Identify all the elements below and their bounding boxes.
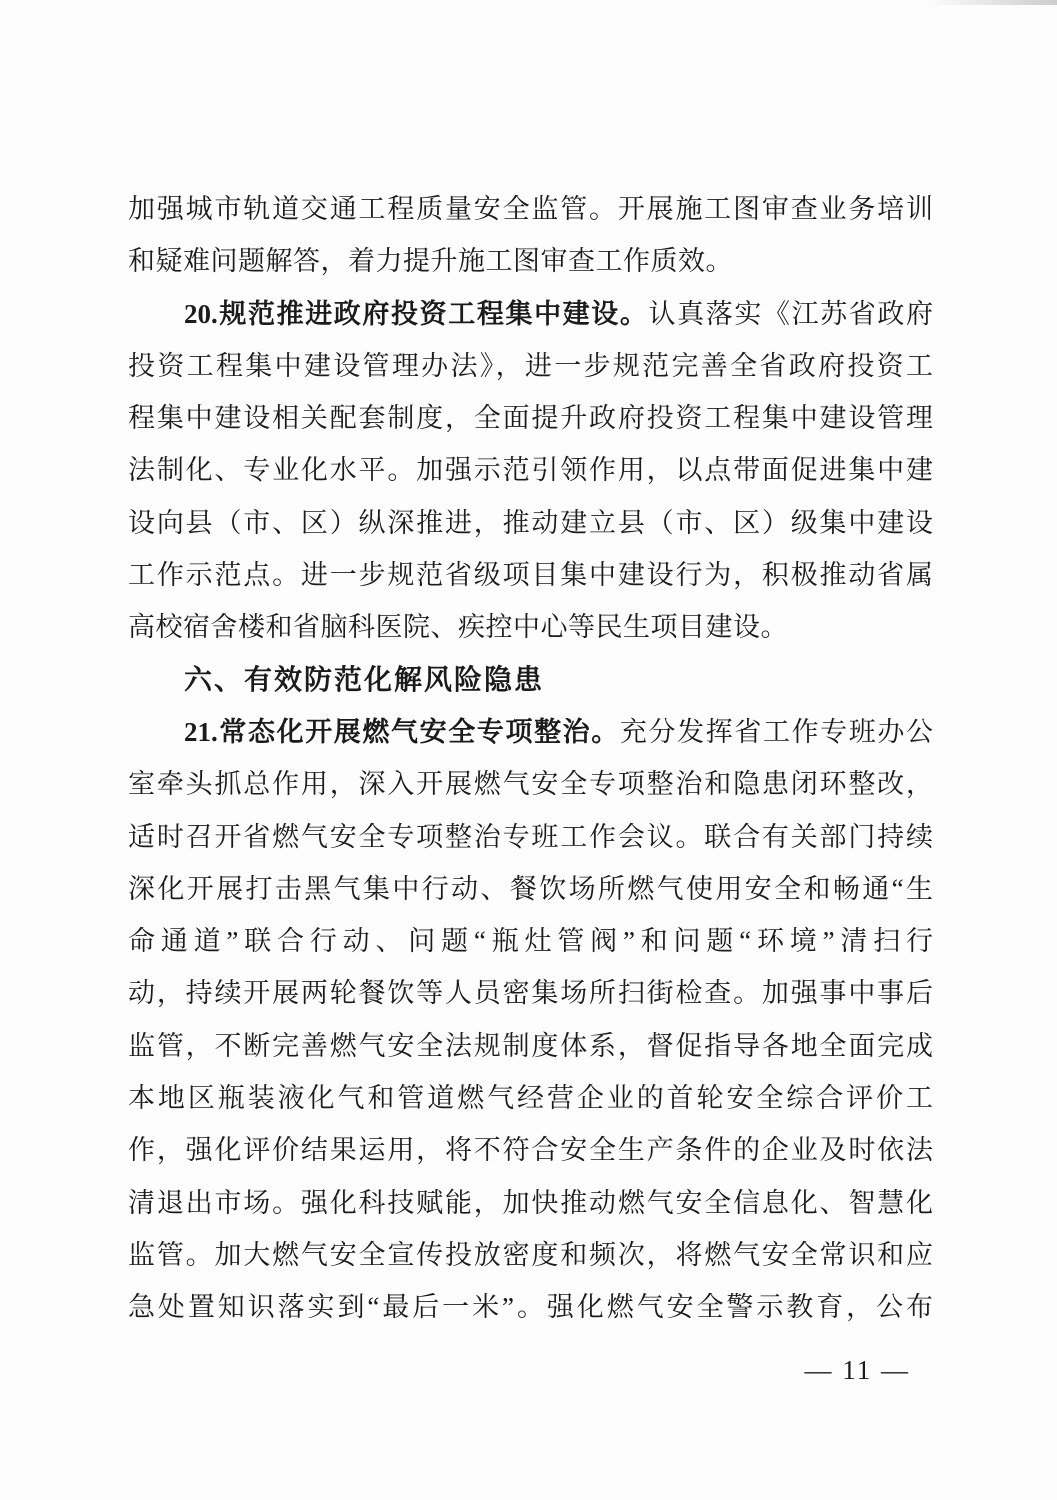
text-segment: 急处置知识落实到“最后一米”。强化燃气安全警示教育，公布 <box>128 1292 933 1323</box>
page-number: — 11 — <box>804 1355 910 1385</box>
text-line-12 <box>128 758 933 810</box>
text-segment: 监管。加大燃气安全宣传投放密度和频次，将燃气安全常识和应 <box>128 1239 933 1270</box>
text-segment: 监管，不断完善燃气安全法规制度体系，督促指导各地全面完成 <box>128 1030 933 1061</box>
section-heading <box>128 654 933 706</box>
text-segment: 工作示范点。进一步规范省级项目集中建设行为，积极推动省属 <box>128 560 933 591</box>
text-line-22 <box>128 1281 933 1333</box>
text-line-11 <box>128 706 933 758</box>
text-segment: 投资工程集中建设管理办法》，进一步规范完善全省政府投资工 <box>128 350 933 381</box>
text-segment: 清退出市场。强化科技赋能，加快推动燃气安全信息化、智慧化 <box>128 1187 933 1218</box>
text-segment: 和疑难问题解答，着力提升施工图审查工作质效。 <box>128 246 733 277</box>
text-line-20 <box>128 1177 933 1229</box>
text-line-6 <box>128 444 933 496</box>
bold-lead-segment: 21.常态化开展燃气安全专项整治。 <box>184 716 620 747</box>
text-segment: 程集中建设相关配套制度，全面提升政府投资工程集中建设管理 <box>128 403 933 434</box>
text-line-14 <box>128 863 933 915</box>
text-segment: 充分发挥省工作专班办公 <box>619 716 933 747</box>
text-line-3 <box>128 288 933 340</box>
bold-lead-segment: 20.规范推进政府投资工程集中建设。 <box>184 298 649 329</box>
text-line-5 <box>128 392 933 444</box>
text-segment: 室牵头抓总作用，深入开展燃气安全专项整治和隐患闭环整改， <box>128 769 933 800</box>
page-number-footer <box>805 1352 911 1388</box>
text-segment: 设向县（市、区）纵深推进，推动建立县（市、区）级集中建设 <box>128 507 933 538</box>
text-line-15 <box>128 915 933 967</box>
text-segment: 法制化、专业化水平。加强示范引领作用，以点带面促进集中建 <box>128 455 933 486</box>
text-segment: 适时召开省燃气安全专项整治专班工作会议。联合有关部门持续 <box>128 821 933 852</box>
text-line-21 <box>128 1229 933 1281</box>
text-line-17 <box>128 1020 933 1072</box>
text-line-8 <box>128 549 933 601</box>
text-segment: 动，持续开展两轮餐饮等人员密集场所扫街检查。加强事中事后 <box>128 978 933 1009</box>
text-line-1 <box>128 183 933 235</box>
text-line-16 <box>128 967 933 1019</box>
text-line-13 <box>128 811 933 863</box>
text-line-4 <box>128 340 933 392</box>
text-segment: 认真落实《江苏省政府 <box>648 298 933 329</box>
text-line-9 <box>128 601 933 653</box>
scan-noise-artifact <box>927 0 1057 5</box>
text-segment: 作，强化评价结果运用，将不符合安全生产条件的企业及时依法 <box>128 1135 933 1166</box>
text-line-18 <box>128 1072 933 1124</box>
text-line-7 <box>128 497 933 549</box>
text-line-2 <box>128 235 933 287</box>
text-segment: 加强城市轨道交通工程质量安全监管。开展施工图审查业务培训 <box>128 194 933 224</box>
text-line-19 <box>128 1124 933 1176</box>
text-segment: 命通道”联合行动、问题“瓶灶管阀”和问题“环境”清扫行 <box>128 926 933 957</box>
text-segment: 深化开展打击黑气集中行动、餐饮场所燃气使用安全和畅通“生 <box>128 873 933 904</box>
document-text-block <box>128 183 933 1334</box>
bold-lead-segment: 六、有效防范化解风险隐患 <box>184 663 545 695</box>
text-segment: 本地区瓶装液化气和管道燃气经营企业的首轮安全综合评价工 <box>128 1083 933 1114</box>
text-segment: 高校宿舍楼和省脑科医院、疾控中心等民生项目建设。 <box>128 612 788 643</box>
